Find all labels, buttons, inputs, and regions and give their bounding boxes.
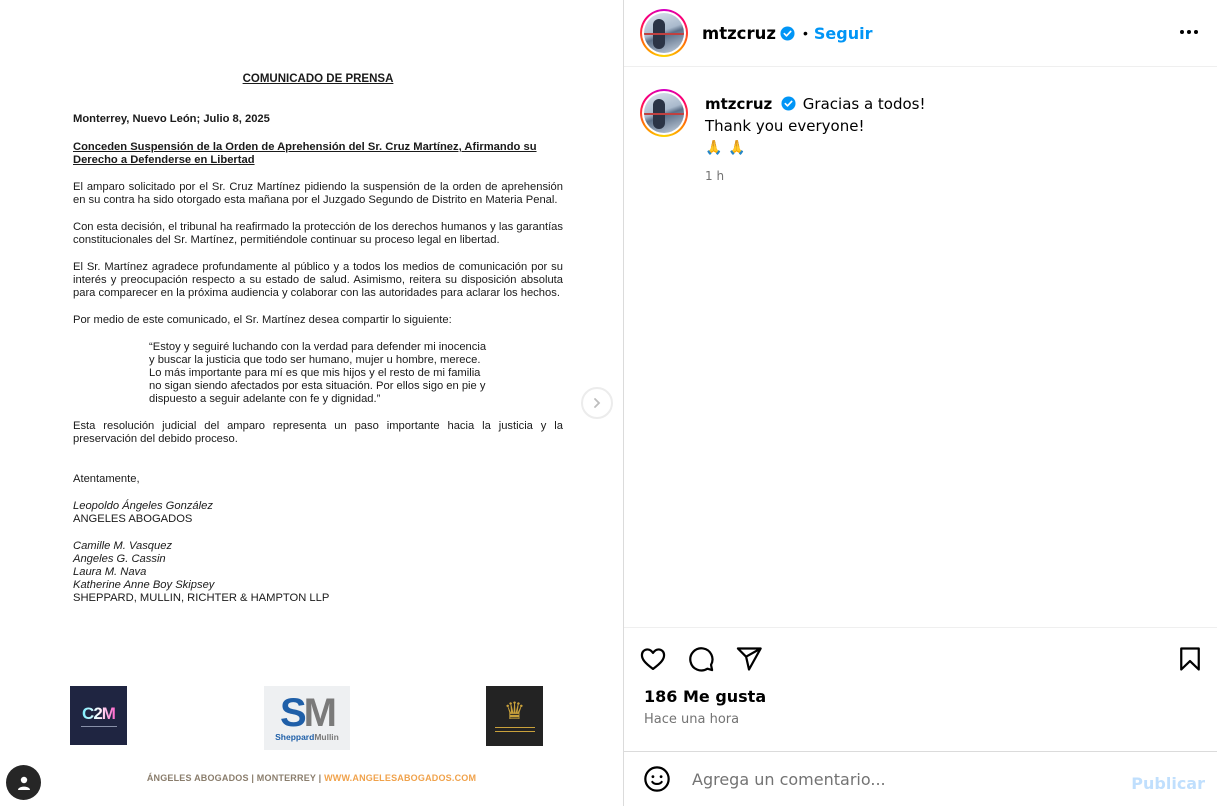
comment-input[interactable] bbox=[692, 770, 1112, 789]
caption-timestamp[interactable]: 1 h bbox=[705, 169, 725, 183]
document-closing-paragraph: Esta resolución judicial del amparo representa un paso importante hacia la justicia y la preservación del debido proceso. bbox=[73, 420, 563, 445]
add-comment-bar bbox=[624, 751, 1217, 806]
action-bar bbox=[624, 628, 1217, 690]
signer-name: Angeles G. Cassin bbox=[73, 553, 166, 565]
comment-bubble-icon bbox=[687, 645, 715, 673]
post-header bbox=[624, 0, 1217, 67]
footer-firm-city: ÁNGELES ABOGADOS | MONTERREY | bbox=[146, 773, 325, 783]
document-headline: Conceden Suspensión de la Orden de Aprehensión del Sr. Cruz Martínez, Afirmando su Derecho a Defenderse en Libertad bbox=[73, 141, 537, 166]
caption-avatar[interactable] bbox=[640, 89, 688, 137]
save-button[interactable] bbox=[1173, 642, 1207, 676]
crown-icon: ♛ bbox=[503, 698, 526, 725]
footer-website: WWW.ANGELESABOGADOS.COM bbox=[324, 773, 477, 783]
post-time: Hace una hora bbox=[644, 712, 740, 727]
press-release-document bbox=[73, 70, 563, 605]
c2m-logo bbox=[70, 686, 127, 745]
like-count[interactable]: 186 Me gusta bbox=[644, 687, 767, 706]
separator-dot: • bbox=[802, 25, 808, 41]
verified-badge-icon bbox=[780, 26, 795, 41]
document-salutation: Atentamente, bbox=[73, 473, 140, 485]
more-horizontal-icon bbox=[1179, 29, 1199, 35]
signer-name: Katherine Anne Boy Skipsey bbox=[73, 579, 215, 591]
signer-name: Leopoldo Ángeles González bbox=[73, 500, 213, 512]
caption-line-2: Thank you everyone! bbox=[705, 117, 865, 135]
firm-name: ANGELES ABOGADOS bbox=[73, 513, 193, 525]
sm-letter-s: S bbox=[279, 690, 304, 735]
caption-body bbox=[705, 93, 926, 187]
comment-button[interactable] bbox=[684, 642, 718, 676]
document-paragraph: El amparo solicitado por el Sr. Cruz Martínez pidiendo la suspensión de la orden de aprehensión en su contra ha sido otorgado esta mañana por el Juzgado Segundo de Distrito en Materia Penal. bbox=[73, 181, 563, 206]
share-button[interactable] bbox=[732, 642, 766, 676]
document-place-date: Monterrey, Nuevo León; Julio 8, 2025 bbox=[73, 113, 270, 125]
avatar-image bbox=[644, 13, 684, 53]
follow-button[interactable]: Seguir bbox=[813, 23, 873, 43]
verified-badge-icon bbox=[781, 96, 796, 111]
crown-logo bbox=[486, 686, 543, 746]
avatar[interactable] bbox=[640, 9, 688, 57]
user-icon bbox=[16, 775, 32, 791]
signature-block-1 bbox=[73, 500, 563, 526]
emoji-picker-button[interactable] bbox=[642, 764, 672, 794]
sm-letter-m: M bbox=[303, 690, 334, 735]
document-quote: “Estoy y seguiré luchando con la verdad para defender mi inocencia y buscar la justicia que todo ser humano, mujer u hombre, merece. Lo más importante para mí es que mis hijos y el resto de mi familia no sigan siendo afectados por esta situación. Por ellos sigo en pie y dispuesto a seguir adelante con fe y dignidad.” bbox=[149, 341, 487, 405]
firm-name: SHEPPARD, MULLIN, RICHTER & HAMPTON LLP bbox=[73, 592, 330, 604]
document-paragraph: El Sr. Martínez agradece profundamente al público y a todos los medios de comunicación por su interés y preocupación respecto a su estado de salud. Asimismo, reitera su disposición absoluta para comparecer en la próxima audiencia y colaborar con las autoridades para aclarar los hechos. bbox=[73, 261, 563, 299]
username-link[interactable]: mtzcruz bbox=[702, 23, 776, 43]
c2m-logo-rule bbox=[81, 726, 117, 727]
caption-username[interactable]: mtzcruz bbox=[705, 95, 773, 113]
crown-logo-bar bbox=[495, 727, 535, 732]
sm-wordmark bbox=[275, 732, 339, 742]
chevron-right-icon bbox=[591, 397, 603, 409]
next-slide-button[interactable] bbox=[581, 387, 613, 419]
heart-icon bbox=[639, 645, 667, 673]
post-side-panel bbox=[624, 0, 1217, 806]
document-footer bbox=[0, 773, 623, 783]
document-title: COMUNICADO DE PRENSA bbox=[242, 73, 394, 85]
caption-comment bbox=[640, 89, 926, 187]
sheppard-mullin-logo bbox=[264, 686, 350, 750]
avatar-image bbox=[644, 93, 684, 133]
folded-hands-emoji: 🙏🙏 bbox=[705, 140, 752, 156]
document-paragraph: Con esta decisión, el tribunal ha reafirmado la protección de los derechos humanos y las garantías constitucionales del Sr. Martínez, permitiéndole continuar su proceso legal en libertad. bbox=[73, 221, 563, 246]
tagged-users-button[interactable] bbox=[6, 765, 41, 800]
signer-name: Laura M. Nava bbox=[73, 566, 147, 578]
post-actions-section bbox=[624, 627, 1217, 727]
paper-plane-icon bbox=[735, 645, 763, 673]
signature-block-2 bbox=[73, 540, 563, 605]
smiley-face-icon bbox=[643, 765, 671, 793]
sm-word-b: Mullin bbox=[314, 731, 339, 742]
bookmark-icon bbox=[1176, 645, 1204, 673]
like-button[interactable] bbox=[636, 642, 670, 676]
c2m-logo-text: C2M bbox=[82, 704, 115, 723]
publish-button[interactable]: Publicar bbox=[1131, 774, 1205, 793]
signer-name: Camille M. Vasquez bbox=[73, 540, 173, 552]
sm-word-a: Sheppard bbox=[275, 731, 315, 742]
caption-line-1: Gracias a todos! bbox=[802, 95, 926, 113]
sm-monogram bbox=[279, 690, 334, 735]
document-paragraph: Por medio de este comunicado, el Sr. Martínez desea compartir lo siguiente: bbox=[73, 314, 452, 326]
more-options-button[interactable] bbox=[1177, 20, 1201, 44]
